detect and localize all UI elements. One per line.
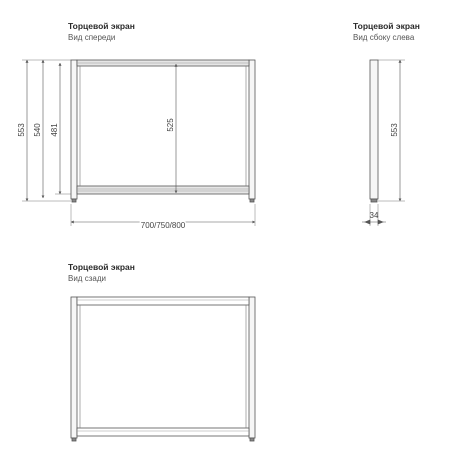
- back-view-subtitle: Вид сзади: [68, 274, 106, 283]
- back-left-post: [71, 297, 77, 438]
- front-right-post: [249, 60, 255, 199]
- front-view-drawing: [71, 60, 255, 202]
- side-view-drawing: [370, 60, 378, 202]
- front-bottom-rail: [77, 186, 249, 194]
- dim-side-34-label: 34: [369, 211, 379, 220]
- front-view-title: Торцевой экран: [68, 21, 135, 31]
- front-left-foot: [72, 199, 76, 202]
- front-left-post: [71, 60, 77, 199]
- side-view-title: Торцевой экран: [353, 21, 420, 31]
- back-right-foot: [250, 438, 254, 441]
- front-right-foot: [250, 199, 254, 202]
- side-post: [370, 60, 378, 199]
- front-panel: [80, 66, 246, 186]
- dim-width-label: 700/750/800: [140, 221, 186, 230]
- back-view-drawing: [71, 297, 255, 441]
- dim-525-label: 525: [166, 118, 175, 132]
- back-right-post: [249, 297, 255, 438]
- back-top-rail: [77, 297, 249, 305]
- dim-553-label: 553: [17, 123, 26, 137]
- dim-540-label: 540: [33, 123, 42, 137]
- dim-481-label: 481: [50, 123, 59, 137]
- back-left-foot: [72, 438, 76, 441]
- side-view-subtitle: Вид сбоку слева: [353, 33, 415, 42]
- back-view-title: Торцевой экран: [68, 262, 135, 272]
- back-bottom-rail: [77, 428, 249, 436]
- front-dimension-lines: [22, 60, 255, 226]
- front-view-subtitle: Вид спереди: [68, 33, 116, 42]
- side-dimension-lines: [362, 60, 405, 226]
- dim-side-553-label: 553: [390, 123, 399, 137]
- back-panel: [80, 305, 246, 428]
- side-foot: [371, 199, 377, 202]
